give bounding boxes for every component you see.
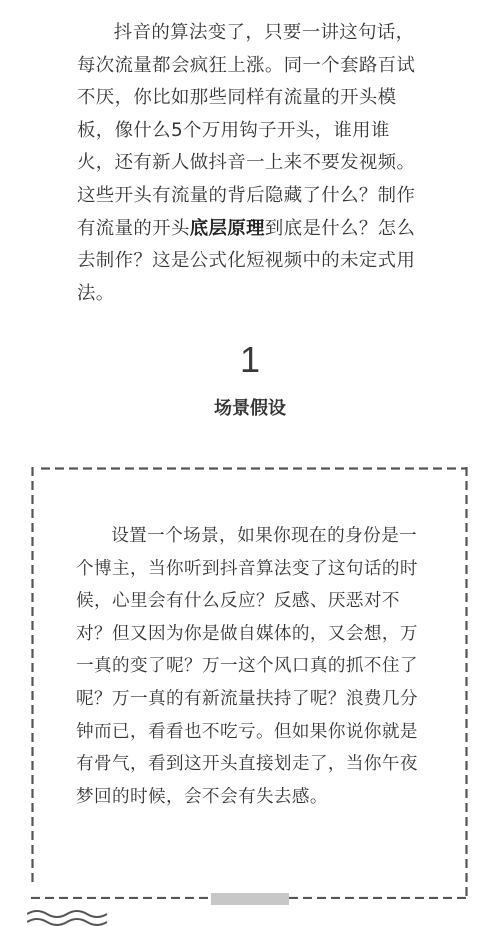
intro-text-after: 到底是什么？怎么去制作？这是公式化短视频中的未定式用法。 — [77, 217, 416, 304]
section-number: 1 — [239, 339, 261, 380]
wave-decoration — [27, 906, 117, 926]
intro-text-bold: 底层原理 — [189, 217, 265, 239]
intro-text — [77, 17, 427, 310]
intro-paragraph — [77, 17, 427, 310]
frame-tab-decoration — [211, 893, 289, 905]
scenario-frame — [31, 467, 468, 899]
scenario-text — [76, 520, 431, 813]
intro-text-before: 抖音的算法变了，只要一讲这句话，每次流量都会疯狂上涨。同一个套路百试不厌，你比如那些同样有流量的开头模板，像什么5个万用钩子开头，谁用谁火，还有新人做抖音一上来不要发视频。这些开头有流量的背后隐藏了什么？制作有流量的开头 — [77, 22, 416, 239]
scenario-paragraph: 设置一个场景，如果你现在的身份是一个博主，当你听到抖音算法变了这句话的时候，心里会有什么反应？反感、厌恶对不对？但又因为你是做自媒体的，又会想，万一真的变了呢？万一这个风口真的抓不住了呢？万一真的有新流量扶持了呢？浪费几分钟而已，看看也不吃亏。但如果你说你就是有骨气，看到这开头直接划走了，当你午夜梦回的时候，会不会有失去感。 — [76, 526, 418, 807]
section-title: 场景假设 — [214, 398, 286, 419]
